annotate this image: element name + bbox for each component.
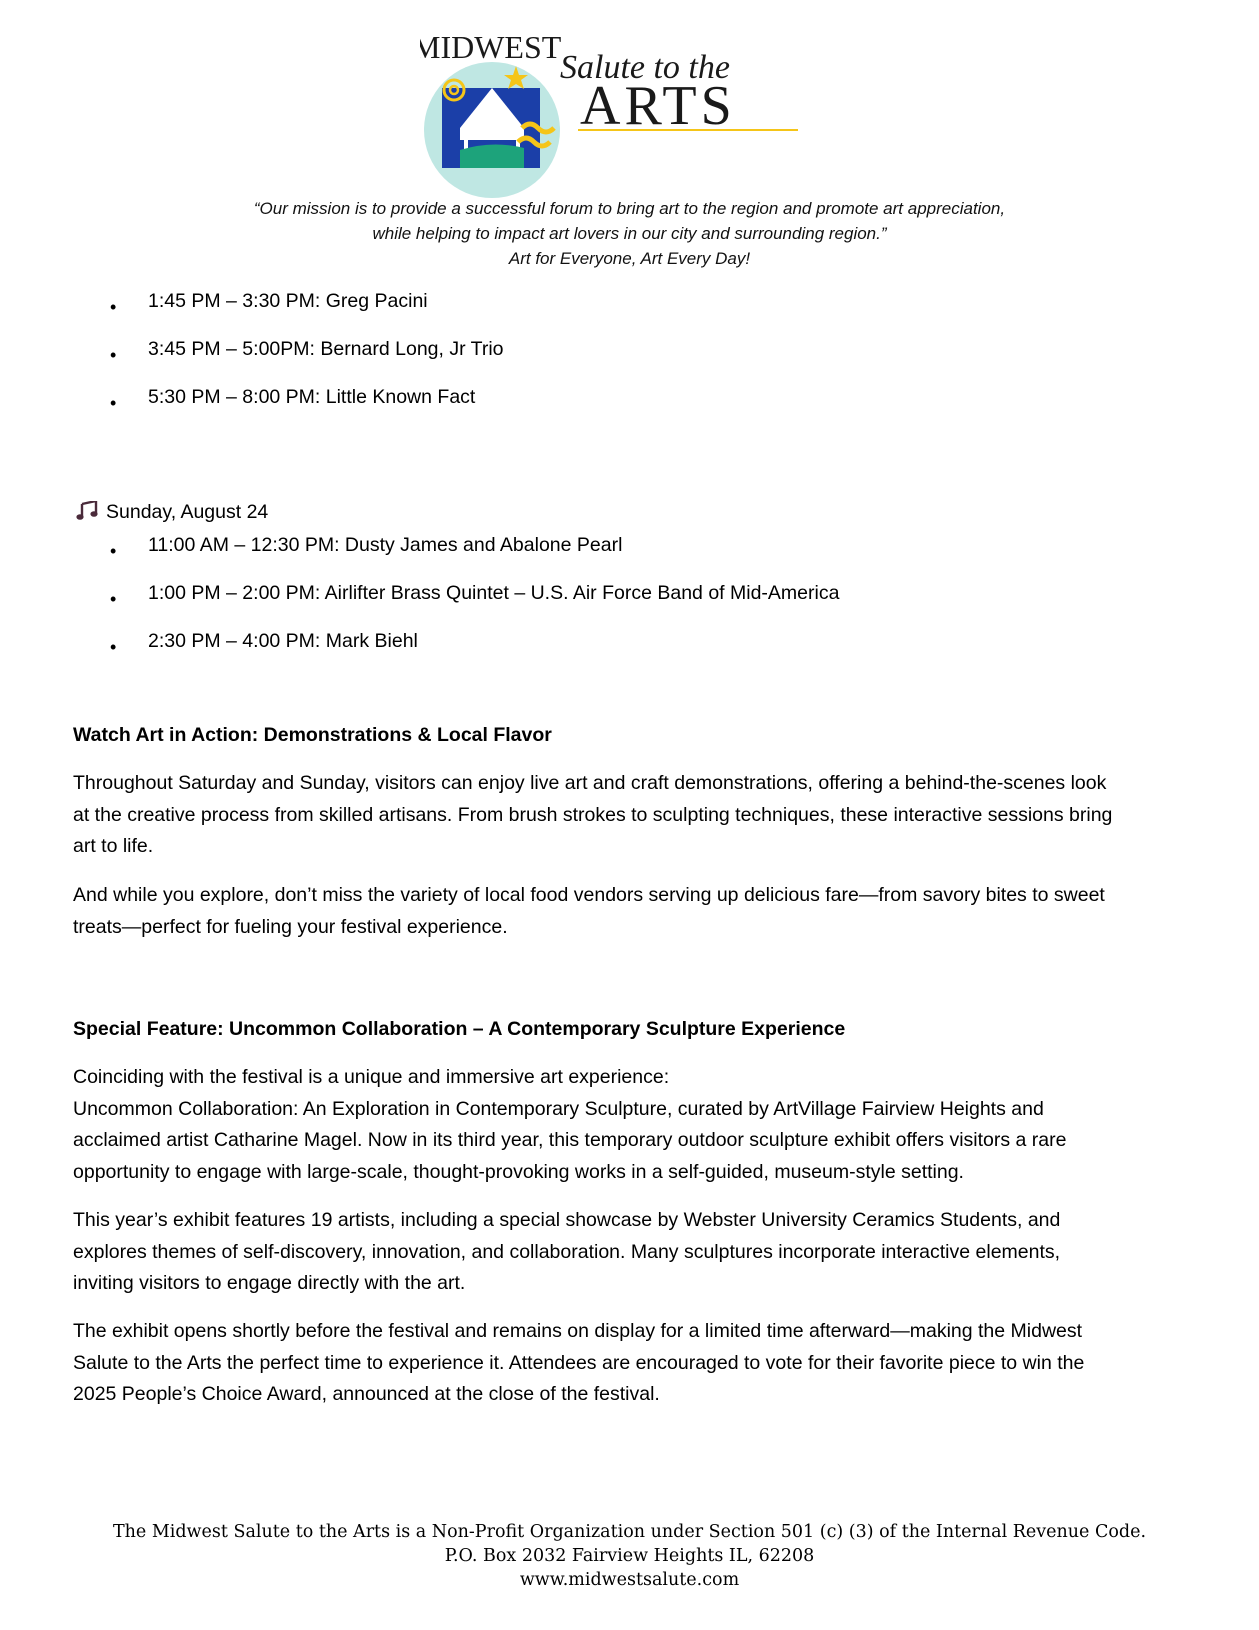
bullet-icon: • — [110, 589, 117, 609]
footer-nonprofit: The Midwest Salute to the Arts is a Non-Profit Organization under Section 501 (c) (3) of the Internal Revenue Code. — [112, 1522, 1147, 1542]
mission-line-1: “Our mission is to provide a successful forum to bring art to the region and promote art appreciation, — [253, 199, 1006, 218]
list-item: • 1:00 PM – 2:00 PM: Airlifter Brass Quintet – U.S. Air Force Band of Mid-America — [110, 582, 840, 609]
footer-address: P.O. Box 2032 Fairview Heights IL, 62208 — [444, 1546, 815, 1566]
logo-midwest: MIDWEST — [420, 29, 562, 65]
feature-paragraph-3: The exhibit opens shortly before the festival and remains on display for a limited time afterward—making the Midwest Salute to the Arts the perfect time to experience it. Attendees are encouraged to vote for their favorite piece to win the 2025 People’s Choice Award, announced at the close of the festival. — [73, 1320, 1085, 1405]
feature-paragraph-2: This year’s exhibit features 19 artists, including a special showcase by Webster University Ceramics Students, and explores themes of self-discovery, innovation, and collaboration. Many sculptures incorporate interactive elements, inviting visitors to engage directly with the art. — [73, 1209, 1061, 1294]
demos-paragraph-1: Throughout Saturday and Sunday, visitors can enjoy live art and craft demonstrations, offering a behind-the-scenes look at the creative process from skilled artisans. From brush strokes to sculpting techniques, these interactive sessions bring art to life. — [73, 772, 1113, 857]
footer — [0, 1520, 1259, 1592]
list-item: • 11:00 AM – 12:30 PM: Dusty James and Abalone Pearl — [110, 534, 623, 561]
logo-graphic — [420, 28, 820, 200]
mission-line-2: while helping to impact art lovers in our city and surrounding region.” — [372, 224, 887, 243]
feature-paragraph-1: Coinciding with the festival is a unique and immersive art experience: Uncommon Collaboration: An Exploration in Contemporary Sculpture, curated by ArtVillage Fairview Heights and acclaimed artist Catharine Magel. Now in its third year, this temporary outdoor sculpture exhibit offers visitors a rare opportunity to engage with large-scale, thought-provoking works in a self-guided, museum-style setting. — [73, 1066, 1067, 1183]
music-notes-icon — [76, 501, 98, 521]
list-item: • 5:30 PM – 8:00 PM: Little Known Fact — [110, 386, 476, 413]
list-item: • 3:45 PM – 5:00PM: Bernard Long, Jr Trio — [110, 338, 504, 365]
bullet-icon: • — [110, 541, 117, 561]
logo-salute: Salute to the — [560, 49, 730, 86]
mission-tagline: Art for Everyone, Art Every Day! — [508, 249, 751, 268]
logo — [420, 28, 820, 200]
logo-field — [460, 144, 524, 168]
bullet-icon: • — [110, 637, 117, 657]
sunday-heading: Sunday, August 24 — [76, 500, 268, 524]
bullet-icon: • — [110, 297, 117, 317]
footer-website-link[interactable]: www.midwestsalute.com — [519, 1570, 740, 1590]
demos-heading: Watch Art in Action: Demonstrations & Local Flavor — [73, 724, 552, 746]
list-item: • 1:45 PM – 3:30 PM: Greg Pacini — [110, 290, 428, 317]
sunday-schedule-list — [0, 533, 1259, 677]
list-item: • 2:30 PM – 4:00 PM: Mark Biehl — [110, 630, 418, 657]
bullet-icon: • — [110, 393, 117, 413]
saturday-schedule-list — [0, 289, 1259, 433]
logo-arts: ARTS — [580, 75, 736, 137]
feature-heading: Special Feature: Uncommon Collaboration – A Contemporary Sculpture Experience — [73, 1018, 846, 1040]
mission-statement — [0, 196, 1259, 271]
demos-paragraph-2: And while you explore, don’t miss the variety of local food vendors serving up delicious fare—from savory bites to sweet treats—perfect for fueling your festival experience. — [73, 884, 1105, 938]
bullet-icon: • — [110, 345, 117, 365]
